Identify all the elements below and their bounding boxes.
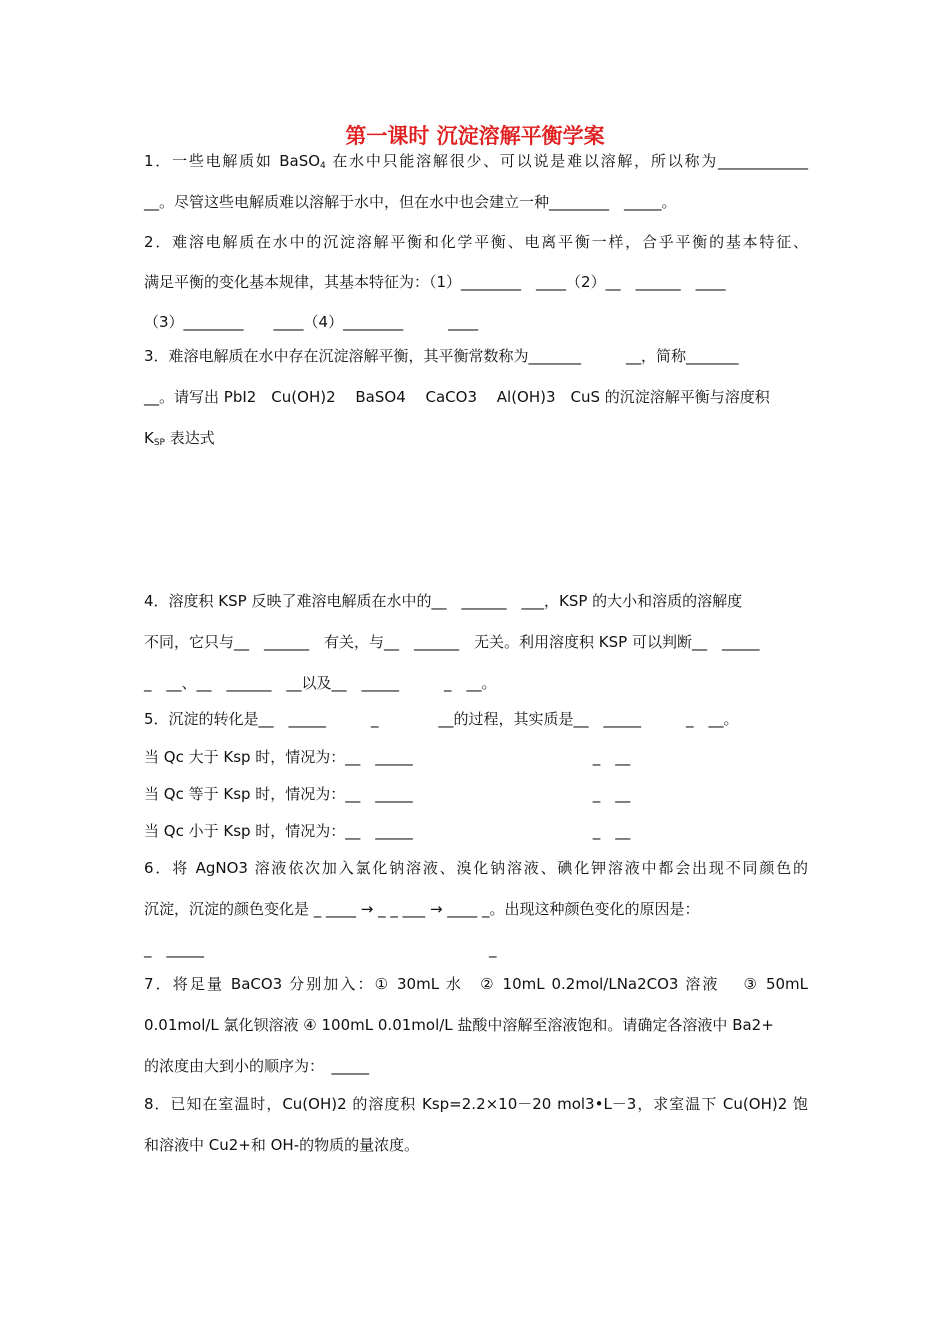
q3-k: K (144, 429, 154, 447)
q7-line-3: 的浓度由大到小的顺序为： _____ (144, 1057, 370, 1075)
q2-line-3: （3）________ ____（4）________ ____ (144, 313, 479, 331)
q1-line-2: __。尽管这些电解质难以溶解于水中，但在水中也会建立一种________ _____。 (144, 193, 677, 211)
page-title: 第一课时 沉淀溶解平衡学案 (345, 124, 605, 148)
q3-line-1: 3．难溶电解质在水中存在沉淀溶解平衡，其平衡常数称为_______ __，简称_______ (144, 347, 739, 365)
q2-line-1: 2．难溶电解质在水中的沉淀溶解平衡和化学平衡、电离平衡一样，合乎平衡的基本特征、 (144, 233, 808, 251)
q8-line-2: 和溶液中 Cu2+和 OH-的物质的量浓度。 (144, 1136, 420, 1154)
q4-line-3: _ __、__ ______ __以及__ _____ _ __。 (144, 674, 497, 692)
q1-line-1-pre: 1．一些电解质如 BaSO (144, 152, 321, 170)
q3-line-2: __。请写出 PbI2 Cu(OH)2 BaSO4 CaCO3 Al(OH)3 CuS 的沉淀溶解平衡与溶度积 (144, 388, 770, 406)
q6-line-1: 6．将 AgNO3 溶液依次加入氯化钠溶液、溴化钠溶液、碘化钾溶液中都会出现不同颜色的 (144, 859, 808, 877)
q1-line-1 (144, 150, 808, 177)
q1-line-1-post: 在水中只能溶解很少、可以说是难以溶解，所以称为____________ (325, 152, 808, 170)
q7-line-2: 0.01mol/L 氯化钡溶液 ④ 100mL 0.01mol/L 盐酸中溶解至溶液饱和。请确定各溶液中 Ba2+ (144, 1016, 774, 1034)
q5-line-4: 当 Qc 小于 Ksp 时，情况为：__ _____ _ __ (144, 822, 631, 840)
q5-line-3: 当 Qc 等于 Ksp 时，情况为：__ _____ _ __ (144, 785, 631, 803)
q3-line-3-post: 表达式 (164, 429, 215, 447)
q3-line-3 (144, 427, 808, 454)
q7-line-1: 7．将足量 BaCO3 分别加入：① 30mL 水 ② 10mL 0.2mol/LNa2CO3 溶液 ③ 50mL (144, 975, 808, 993)
q6-line-2: 沉淀，沉淀的颜色变化是 _ ____ → _ _ ___ → ____ _。出现这种颜色变化的原因是： (144, 900, 700, 918)
q4-line-2: 不同，它只与__ ______ 有关，与__ ______ 无关。利用溶度积 KSP 可以判断__ _____ (144, 633, 760, 651)
q6-line-3: _ _____ _ (144, 940, 497, 958)
q5-line-2: 当 Qc 大于 Ksp 时，情况为：__ _____ _ __ (144, 748, 631, 766)
q1-subscript: 4 (320, 161, 326, 171)
q5-line-1: 5．沉淀的转化是__ _____ _ __的过程，其实质是__ _____ _ __。 (144, 710, 739, 728)
q2-line-2: 满足平衡的变化基本规律，其基本特征为：（1）________ ____（2）__ ______ ____ (144, 273, 726, 291)
q8-line-1: 8．已知在室温时，Cu(OH)2 的溶度积 Ksp=2.2×10－20 mol3•L－3，求室温下 Cu(OH)2 饱 (144, 1095, 808, 1113)
q4-line-1: 4．溶度积 KSP 反映了难溶电解质在水中的__ ______ ___，KSP 的大小和溶质的溶解度 (144, 592, 743, 610)
q3-subscript: SP (153, 438, 165, 448)
